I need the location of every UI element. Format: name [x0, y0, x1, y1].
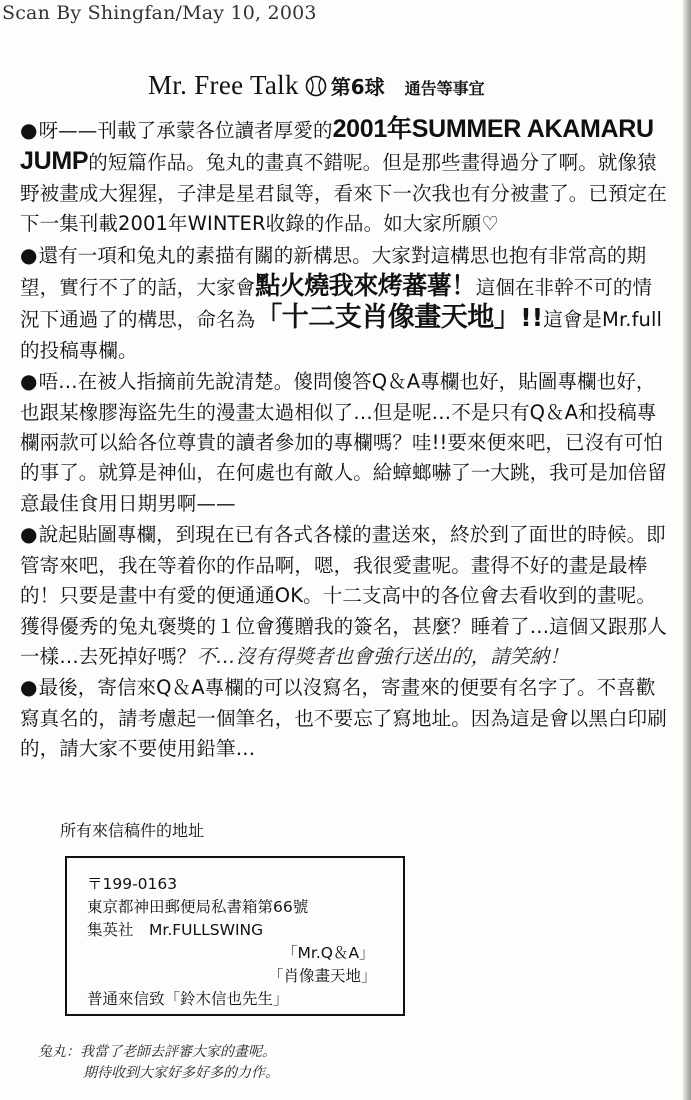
address-line-2: 集英社 Mr.FULLSWING	[87, 921, 264, 939]
address-box	[65, 856, 405, 1016]
column-name-highlight: 「十二支肖像畫天地」	[255, 302, 521, 334]
footer-note-line-1: 兔丸：我當了老師去評審大家的畫呢。	[38, 1044, 276, 1060]
paragraph-2-exclaim: !!	[520, 303, 544, 333]
postal-code: 〒199-0163	[87, 875, 178, 893]
paragraph-1	[20, 114, 670, 240]
paragraph-5	[20, 672, 670, 764]
page-edge-shadow	[683, 0, 691, 1100]
footer-note	[38, 1042, 279, 1084]
title-subtitle: 通告等事宜	[404, 79, 485, 98]
paragraph-4	[20, 519, 670, 672]
paragraph-2-emphasis: 點火燒我來烤蕃薯！	[255, 271, 476, 301]
title-main: Mr. Free Talk	[148, 70, 299, 100]
baseball-icon	[305, 75, 327, 101]
paragraph-3	[20, 366, 670, 519]
paragraph-1-highlight: 2001年SUMMER AKAMARU JUMP	[20, 115, 654, 176]
bullet-icon: ●	[20, 242, 38, 267]
paragraph-3-text: 唔…在被人指摘前先說清楚。傻問傻答Q＆A專欄也好，貼圖專欄也好，也跟某橡膠海盜先生的漫畫太過相似了…但是呢…不是只有Q＆A和投稿專欄兩款可以給各位尊貴的讀者參加的專欄嗎？哇!!要來便來吧，已沒有可怕的事了。就算是神仙，在何處也有敵人。給蟑螂嚇了一大跳，我可是加倍留意最佳食用日期男啊——	[20, 370, 667, 515]
bullet-icon: ●	[20, 369, 38, 394]
article-body	[20, 114, 670, 765]
paragraph-2-text-a: 還有一項和兔丸的素描有關的新構思。大家對這構思也抱有非常高的期望，實行不了的話，大家會	[20, 243, 647, 300]
column-portrait: 「肖像畫天地」	[268, 967, 377, 985]
paragraph-1-text-b: 的短篇作品。兔丸的畫真不錯呢。但是那些畫得過分了啊。就像猿野被畫成大猩猩，子津是星君鼠等，看來下一次我也有分被畫了。已預定在下一集刊載2001年WINTER收錄的作品。如大家所願♡	[20, 151, 667, 236]
paragraph-4-text: 說起貼圖專欄，到現在已有各式各樣的畫送來，終於到了面世的時候。即管寄來吧，我在等着你的作品啊，嗯，我很愛畫呢。畫得不好的畫是最棒的！只要是畫中有愛的便通通OK。十二支高中的各位會去看收到的畫呢。獲得優秀的兔丸褒獎的１位會獲贈我的簽名，甚麼？睡着了…這個又跟那人一樣…去死掉好嗎？	[20, 523, 667, 668]
address-line-3: 普通來信致「鈴木信也先生」	[87, 990, 289, 1008]
paragraph-5-text: 最後，寄信來Q＆A專欄的可以沒寫名，寄畫來的便要有名字了。不喜歡寫真名的，請考慮起一個筆名，也不要忘了寫地址。因為這是會以黑白印刷的，請大家不要使用鉛筆…	[20, 676, 667, 761]
paragraph-1-text-a: 呀——刊載了承蒙各位讀者厚愛的	[38, 119, 333, 142]
column-qa: 「Mr.Q＆A」	[282, 944, 375, 962]
page-title	[148, 70, 485, 101]
handwritten-aside: 不…沒有得獎者也會強行送出的，請笑納！	[196, 644, 569, 668]
footer-note-line-2: 期待收到大家好多好多的力作。	[83, 1065, 279, 1081]
bullet-icon: ●	[20, 118, 38, 142]
title-episode: 第6球	[330, 75, 385, 99]
paragraph-2-text-c: 這會是Mr.full的投稿專欄。	[20, 308, 663, 362]
paragraph-2	[20, 240, 670, 367]
bullet-icon: ●	[20, 675, 38, 700]
address-line-1: 東京都神田郵便局私書箱第66號	[87, 898, 309, 916]
paragraph-2-text-b: 這個在非幹不可的情況下通過了的構思，命名為	[20, 276, 653, 332]
bullet-icon: ●	[20, 522, 38, 547]
scan-credit: Scan By Shingfan/May 10, 2003	[2, 2, 317, 24]
address-label: 所有來信稿件的地址	[60, 821, 205, 840]
